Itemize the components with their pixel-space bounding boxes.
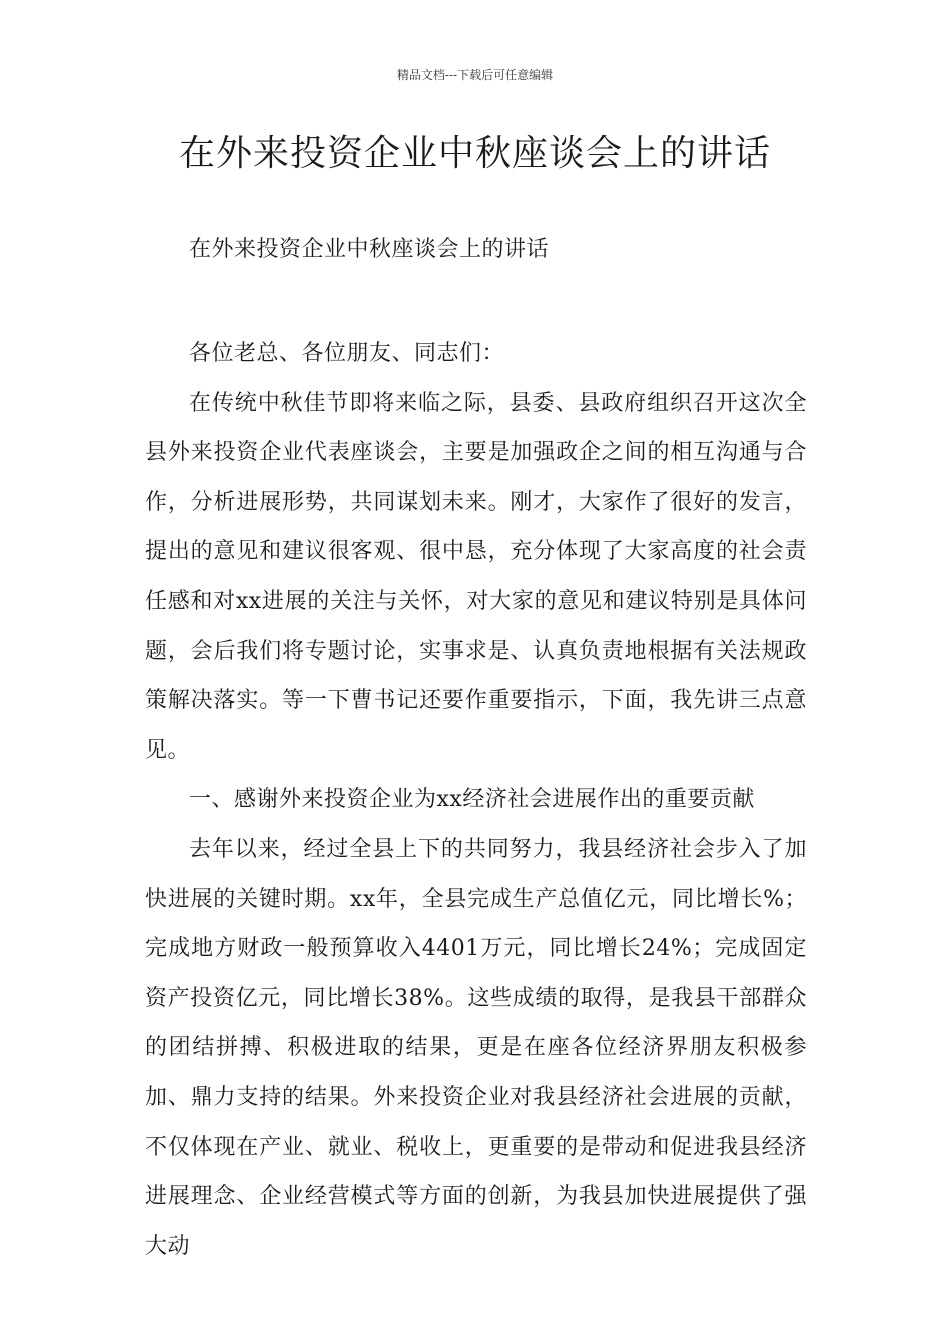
document-body <box>145 329 807 1271</box>
document-subtitle: 在外来投资企业中秋座谈会上的讲话 <box>189 237 550 262</box>
section-heading: 一、感谢外来投资企业为xx经济社会进展作出的重要贡献 <box>189 787 755 813</box>
document-title: 在外来投资企业中秋座谈会上的讲话 <box>178 133 771 174</box>
salutation-paragraph: 各位老总、各位朋友、同志们： <box>189 341 505 366</box>
header-note: 精品文档---下载后可任意编辑 <box>396 68 554 82</box>
opening-paragraph: 在传统中秋佳节即将来临之际，县委、县政府组织召开这次全县外来投资企业代表座谈会，主要是加强政企之间的相互沟通与合作，分析进展形势，共同谋划未来。刚才，大家作了很好的发言，提出的意见和建议很客观、很中恳，充分体现了大家高度的社会责任感和对xx进展的关注与关怀，对大家的意见和建议特别是具体问题，会后我们将专题讨论，实事求是、认真负责地根据有关法规政策解决落实。等一下曹书记还要作重要指示，下面，我先讲三点意见。 <box>145 390 807 763</box>
body-paragraph: 去年以来，经过全县上下的共同努力，我县经济社会步入了加快进展的关键时期。xx年，全县完成生产总值亿元，同比增长%；完成地方财政一般预算收入4401万元，同比增长24%；完成固定资产投资亿元，同比增长38%。这些成绩的取得，是我县干部群众的团结拼搏、积极进取的结果，更是在座各位经济界朋友积极参加、鼎力支持的结果。外来投资企业对我县经济社会进展的贡献，不仅体现在产业、就业、税收上，更重要的是带动和促进我县经济进展理念、企业经营模式等方面的创新，为我县加快进展提供了强大动 <box>145 836 807 1259</box>
